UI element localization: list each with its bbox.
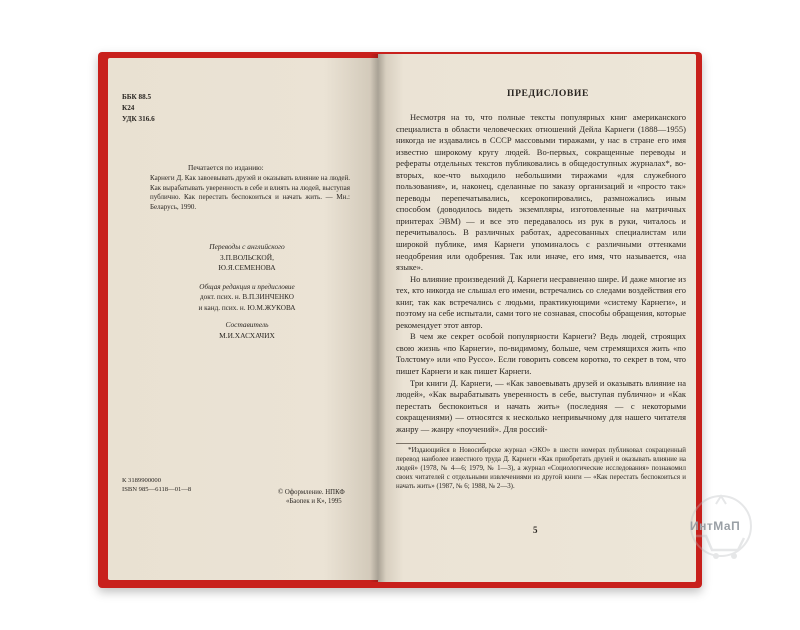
translation-block — [162, 242, 332, 274]
copyright-line: «Баопек и К», 1995 — [286, 498, 342, 506]
footnote-divider — [396, 443, 486, 444]
paragraph: Но влияние произведений Д. Карнеги несравненно шире. И даже многие из тех, кто никогда не слышал его имени, встречались со следами воздействия его книг, так как встречались с людьми, практикующими «систему Карнеги», и поэтому на себе испытали, сами того не сознавая, способы обращения, которые рекомендует этот автор. — [396, 273, 686, 330]
editing-block — [152, 282, 342, 313]
bbk-codes — [122, 92, 155, 125]
bibliography-text: Карнеги Д. Как завоевывать друзей и оказывать влияние на людей. Как вырабатывать уверенность в себе и влиять на людей, выступая публично. Как перестать беспокоиться и начать жить. — Мн.: Беларусь, 1990. — [150, 174, 350, 211]
compiler-label: Составитель — [225, 320, 269, 329]
compiler-name: М.И.ХАСХАЧИХ — [219, 330, 275, 340]
preface-text — [396, 112, 686, 435]
copyright-line: © Оформление. НПКФ — [278, 489, 345, 496]
editor-name: докт. псих. н. В.П.ЗИНЧЕНКО — [200, 293, 294, 302]
paragraph: В чем же секрет особой популярности Карнеги? Ведь людей, строящих свою жизнь «по Карнеги», по-видимому, больше, чем стремящихся жить «по Толстому» или «по Руссо». Если говорить совсем коротко, то секрет в том, что пишет Карнеги и как пишет Карнеги. — [396, 331, 686, 377]
compiler-block — [162, 320, 332, 341]
isbn-line: ISBN 985—6118—01—8 — [122, 486, 192, 494]
paragraph: Несмотря на то, что полные тексты популярных книг американского специалиста в области человеческих отношений Дейла Карнеги (1888—1955) никогда не издавались в СССР массовыми тиражами, у нас в стране его имя известно широкому кругу людей. Во-первых, сокращенные переводы и рефераты отдельных текстов публиковались в общедоступных журналах*, во-вторых, кое-что выходило небольшими тиражами «для служебного пользования», и, наконец, сделанные по заказу организаций и «просто так» переводы перепечатывались, ксерокопировались, размножались иным способом (доводилось видеть экземпляры, изготовленные на матричных принтерах ЭВМ) — и все это передавалось из рук в руки, читалось и перечитывалось. В различных работах, адресованных специалистам или широкой публике, имя Карнеги упоминалось с различными оттенками неодобрения или одобрения. Так или иначе, его имя, что называется, «на языке». — [396, 112, 686, 273]
copyright-block — [278, 488, 370, 507]
editor-name: и канд. псих. н. Ю.М.ЖУКОВА — [198, 303, 296, 312]
isbn-line: К 3189900000 — [122, 477, 162, 484]
bbk-line: УДК 316.6 — [122, 115, 155, 123]
translator-name: Ю.Я.СЕМЕНОВА — [218, 263, 276, 273]
paragraph: Три книги Д. Карнеги, — «Как завоевывать друзей и оказывать влияние на людей», «Как вырабатывать уверенность в себе, выступая публично» и «Как перестать беспокоиться и начать жить» (последняя — с некоторыми сокращениями) — относятся к несколько непривычному для нашего читателя жанру — жанру «поучений». Для россий- — [396, 377, 686, 434]
printed-label: Печатается по изданию: — [188, 163, 264, 172]
translator-name: З.П.ВОЛЬСКОЙ, — [220, 252, 274, 262]
editing-label: Общая редакция и предисловие — [199, 283, 295, 291]
page-title: ПРЕДИСЛОВИЕ — [507, 88, 589, 99]
watermark-logo: ИнтМаП — [690, 519, 741, 533]
book-spine — [370, 54, 386, 582]
bbk-line: ББК 88.5 — [122, 93, 152, 101]
page-number: 5 — [533, 525, 538, 535]
translation-label: Переводы с английского — [209, 242, 285, 251]
bbk-line: К24 — [122, 104, 135, 112]
footnote-text: *Издающийся в Новосибирске журнал «ЭКО» в шести номерах публиковал сокращенный перевод наиболее известного труда Д. Карнеги «Как приобретать друзей и оказывать влияние на людей» (1978, № 4—6; 1979, № 1—3), а журнал «Социологические исследования» познакомил своих читателей с отдельными извлечениями из другой книги — «Как перестать беспокоиться и начать жить» (1987, № 6; 1988, № 2—3). — [396, 447, 686, 491]
footnote — [396, 446, 686, 491]
isbn-block — [122, 476, 191, 495]
